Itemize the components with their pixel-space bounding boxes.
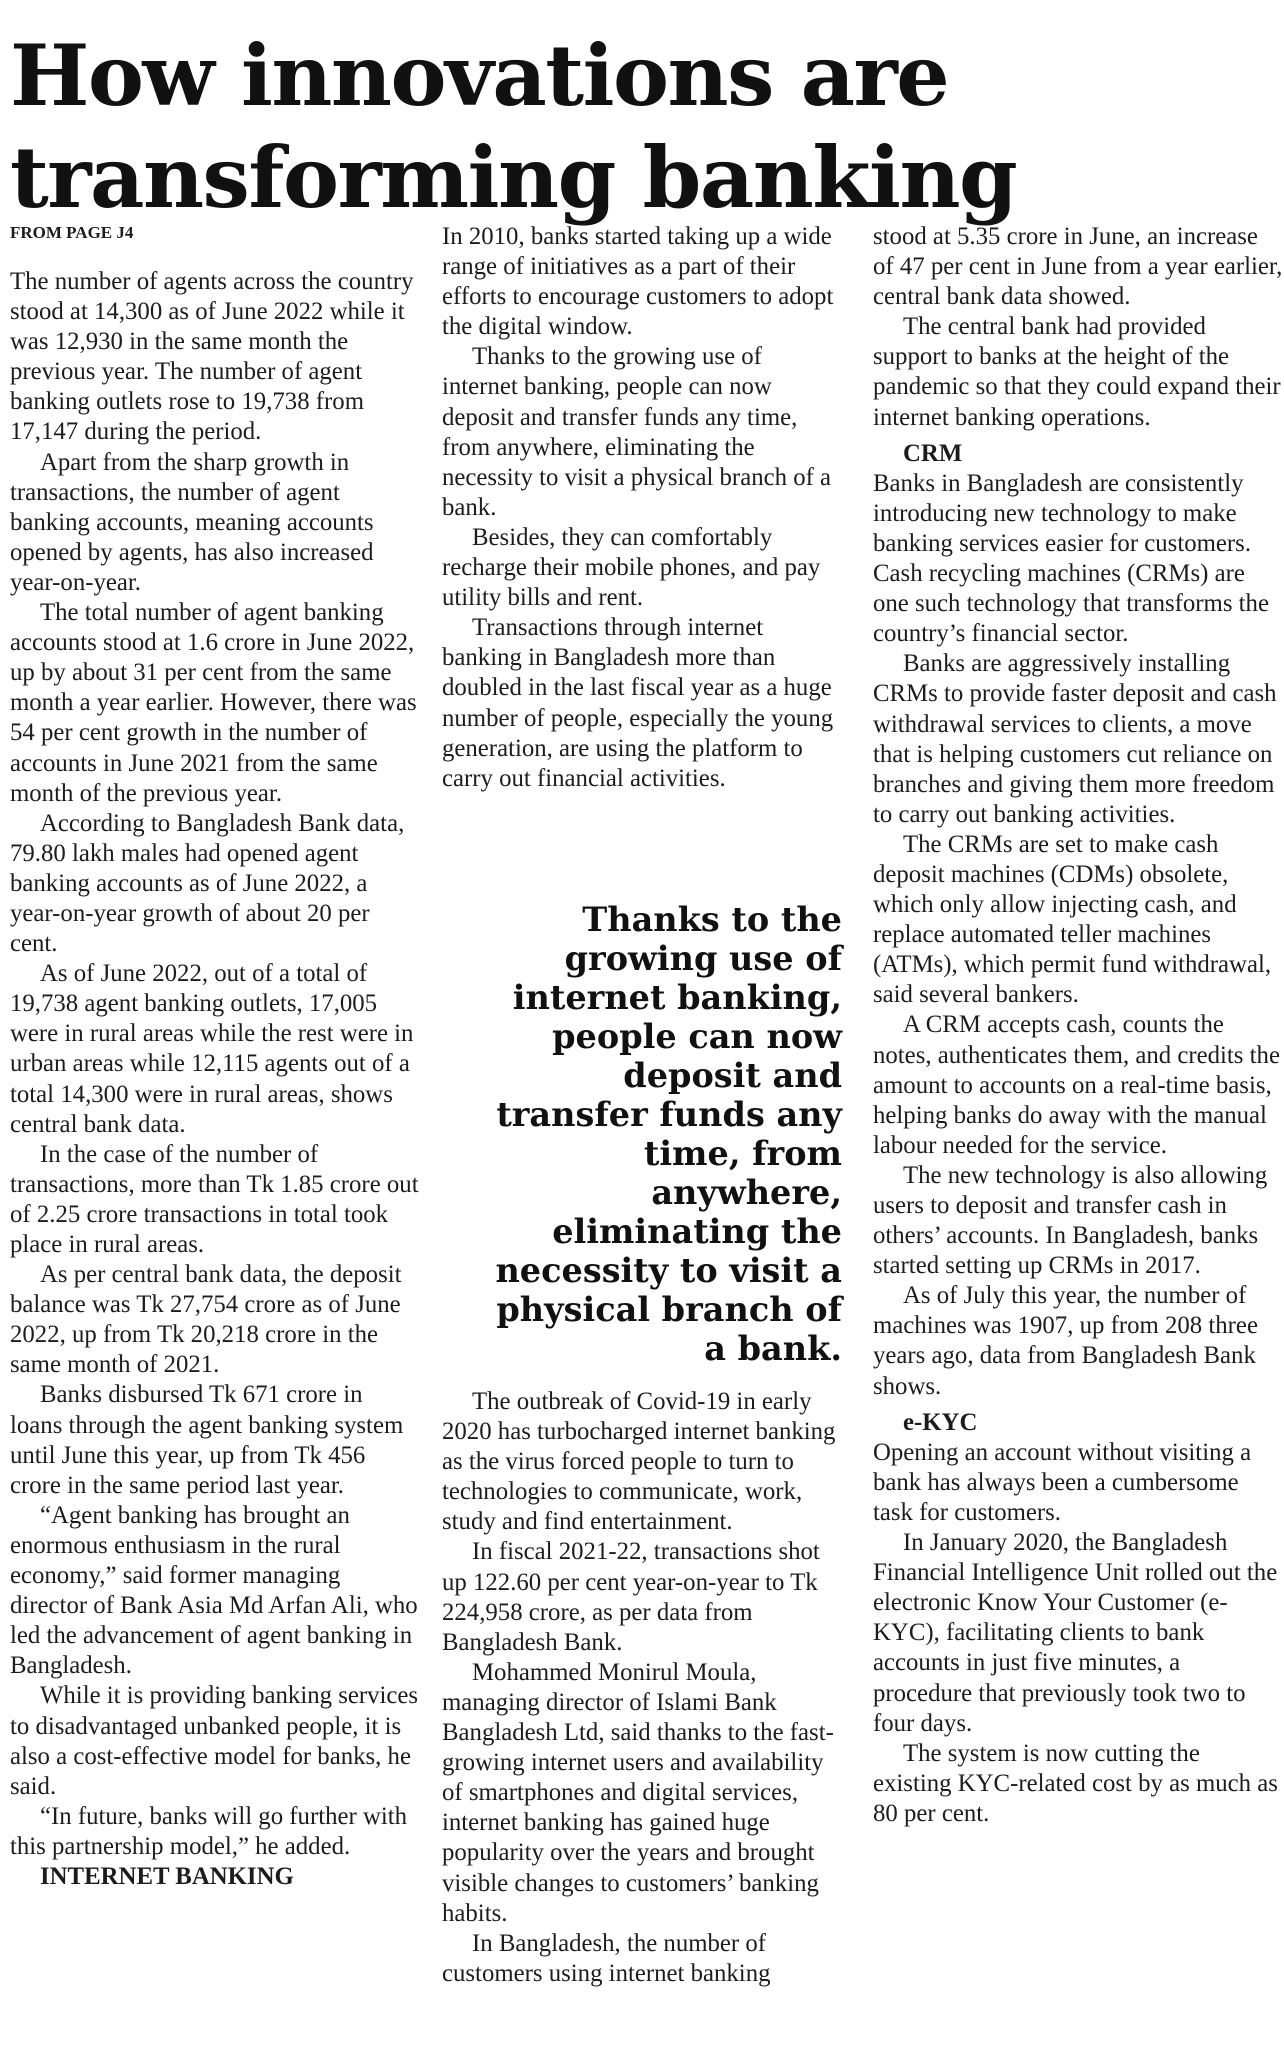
pull-quote: Thanks to the growing use of internet banking, people can now deposit and transfer funds any time, from anywhere, eliminating the necessity to visit a physical branch of a bank. bbox=[495, 900, 842, 1368]
column-2-top bbox=[442, 222, 842, 794]
paragraph: Mohammed Monirul Moula, managing director of Islami Bank Bangladesh Ltd, said thanks to the fast-growing internet users and availability of smartphones and digital services, internet banking has gained huge popularity over the years and brought visible changes to customers’ banking habits. bbox=[442, 1658, 834, 1927]
paragraph: The outbreak of Covid-19 in early 2020 has turbocharged internet banking as the virus forced people to turn to technologies to communicate, work, study and find entertainment. bbox=[442, 1388, 836, 1536]
paragraph: In fiscal 2021-22, transactions shot up 122.60 per cent year-on-year to Tk 224,958 crore, as per data from Bangladesh Bank. bbox=[442, 1538, 820, 1656]
paragraph: A CRM accepts cash, counts the notes, authenticates them, and credits the amount to accounts on a real-time basis, helping banks do away with the manual labour needed for the service. bbox=[873, 1011, 1280, 1159]
kicker: FROM PAGE J4 bbox=[10, 223, 134, 242]
paragraph: The central bank had provided support to banks at the height of the pandemic so that they could expand their internet banking operations. bbox=[873, 313, 1281, 431]
paragraph: stood at 5.35 crore in June, an increase of 47 per cent in June from a year earlier, central bank data showed. bbox=[873, 223, 1283, 311]
paragraph: As per central bank data, the deposit balance was Tk 27,754 crore as of June 2022, up from Tk 20,218 crore in the same month of 2021. bbox=[10, 1261, 402, 1379]
paragraph: According to Bangladesh Bank data, 79.80 lakh males had opened agent banking accounts as of June 2022, a year-on-year growth of about 20 per cent. bbox=[10, 809, 405, 958]
paragraph: In the case of the number of transactions, more than Tk 1.85 crore out of 2.25 crore transactions in total took place in rural areas. bbox=[10, 1140, 419, 1258]
paragraph: “Agent banking has brought an enormous enthusiasm in the rural economy,” said former managing director of Bank Asia Md Arfan Ali, who led the advancement of agent banking in Bangladesh. bbox=[10, 1501, 418, 1680]
paragraph: Apart from the sharp growth in transactions, the number of agent banking accounts, meaning accounts opened by agents, has also increased year-on-year. bbox=[10, 448, 374, 596]
paragraph: Banks in Bangladesh are consistently introducing new technology to make banking services easier for customers. Cash recycling machines (CRMs) are one such technology that transforms the country’s financial sector. bbox=[873, 469, 1269, 648]
paragraph: In January 2020, the Bangladesh Financial Intelligence Unit rolled out the electronic Know Your Customer (e-KYC), facilitating clients to bank accounts in just five minutes, a procedure that previously took two to four days. bbox=[873, 1529, 1278, 1737]
column-3 bbox=[873, 222, 1283, 1829]
headline: How innovations are transforming banking bbox=[10, 26, 1017, 227]
paragraph: The number of agents across the country stood at 14,300 as of June 2022 while it was 12,930 in the same month the previous year. The number of agent banking outlets rose to 19,738 from 17,147 during the period. bbox=[10, 268, 414, 446]
paragraph: In Bangladesh, the number of customers using internet banking bbox=[442, 1929, 771, 1987]
paragraph: Thanks to the growing use of internet banking, people can now deposit and transfer funds any time, from anywhere, eliminating the necessity to visit a physical branch of a bank. bbox=[442, 343, 832, 521]
subheading-internet-banking: INTERNET BANKING bbox=[40, 1862, 294, 1890]
subheading-crm: CRM bbox=[903, 439, 963, 467]
paragraph: As of July this year, the number of machines was 1907, up from 208 three years ago, data from Bangladesh Bank shows. bbox=[873, 1282, 1258, 1400]
paragraph: Transactions through internet banking in Bangladesh more than doubled in the last fiscal year as a huge number of people, especially the young generation, are using the platform to carry out financial activities. bbox=[442, 614, 834, 792]
paragraph: As of June 2022, out of a total of 19,738 agent banking outlets, 17,005 were in rural areas while the rest were in urban areas while 12,115 agents out of a total 14,300 were in rural areas, shows central bank data. bbox=[10, 960, 414, 1138]
paragraph: Opening an account without visiting a bank has always been a cumbersome task for customers. bbox=[873, 1438, 1252, 1526]
paragraph: In 2010, banks started taking up a wide range of initiatives as a part of their efforts to encourage customers to adopt the digital window. bbox=[442, 223, 834, 341]
paragraph: “In future, banks will go further with this partnership model,” he added. bbox=[10, 1802, 408, 1860]
paragraph: While it is providing banking services to disadvantaged unbanked people, it is also a cost-effective model for banks, he said. bbox=[10, 1682, 419, 1800]
subheading-ekyc: e-KYC bbox=[903, 1408, 978, 1436]
column-2-bottom bbox=[442, 1387, 842, 1989]
paragraph: The CRMs are set to make cash deposit machines (CDMs) obsolete, which only allow injecting cash, and replace automated teller machines (ATMs), which permit fund withdrawal, said several bankers. bbox=[873, 830, 1272, 1009]
paragraph: The total number of agent banking accounts stood at 1.6 crore in June 2022, up by about 31 per cent from the same month a year earlier. However, there was 54 per cent growth in the number of accounts in June 2021 from the same month of the previous year. bbox=[10, 599, 417, 807]
paragraph: Banks are aggressively installing CRMs to provide faster deposit and cash withdrawal services to clients, a move that is helping customers cut reliance on branches and giving them more freedom to carry out banking activities. bbox=[873, 650, 1277, 828]
paragraph: The new technology is also allowing users to deposit and transfer cash in others’ accounts. In Bangladesh, banks started setting up CRMs in 2017. bbox=[873, 1161, 1268, 1280]
paragraph: Banks disbursed Tk 671 crore in loans through the agent banking system until June this year, up from Tk 456 crore in the same period last year. bbox=[10, 1381, 404, 1499]
paragraph: The system is now cutting the existing KYC-related cost by as much as 80 per cent. bbox=[873, 1739, 1278, 1827]
column-1 bbox=[10, 222, 420, 1892]
paragraph: Besides, they can comfortably recharge their mobile phones, and pay utility bills and rent. bbox=[442, 523, 821, 612]
